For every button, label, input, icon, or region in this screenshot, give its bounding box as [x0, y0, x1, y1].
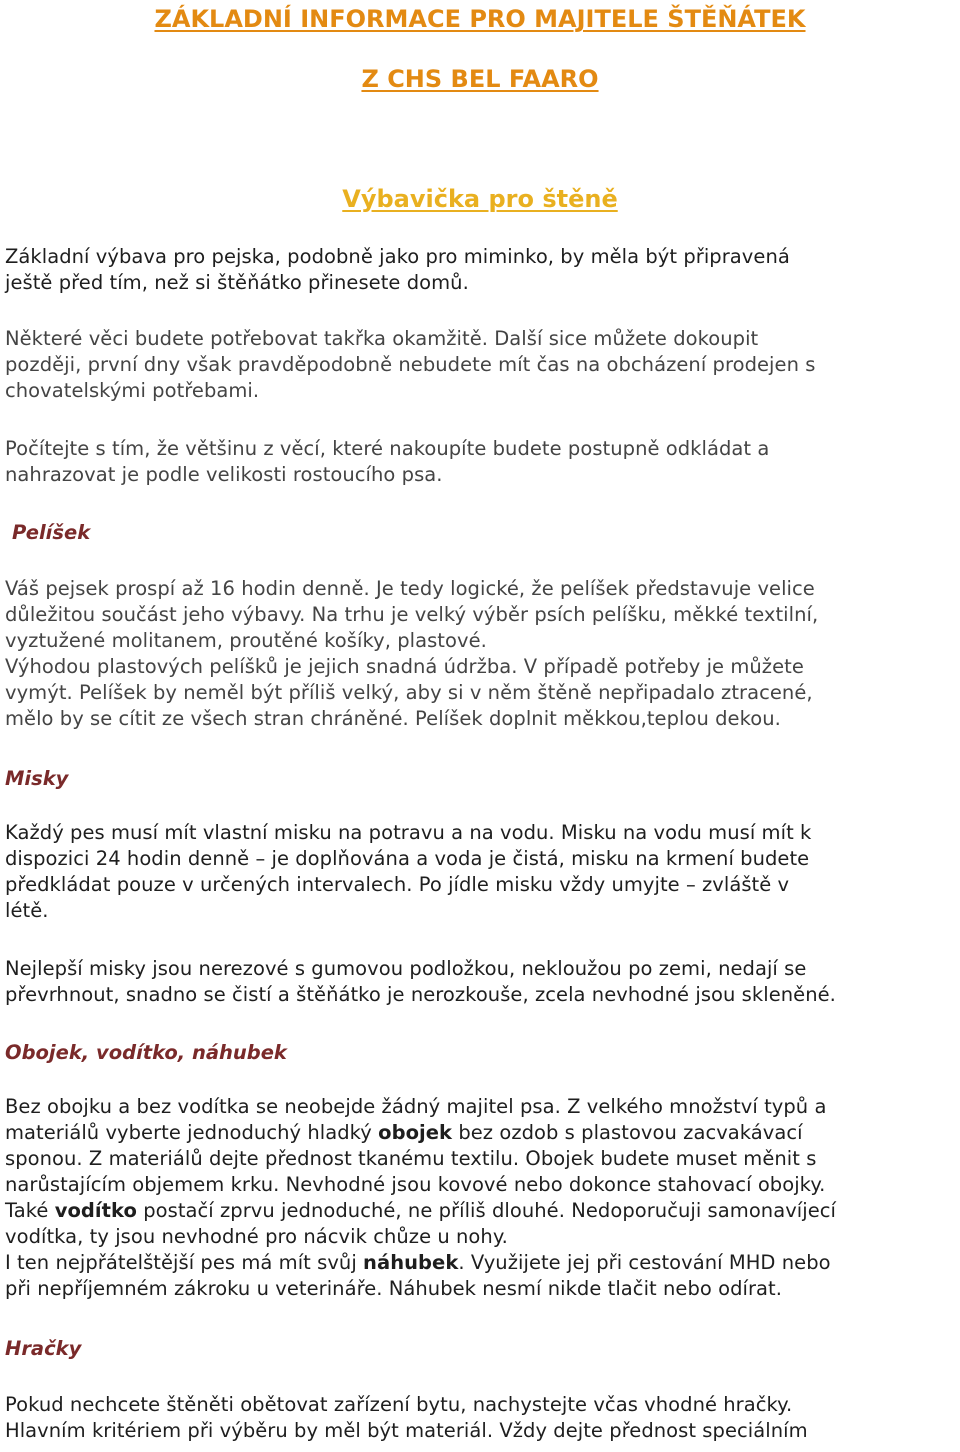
paragraph-line: Každý pes musí mít vlastní misku na potravu a na vodu. Misku na vodu musí mít k: [5, 821, 812, 844]
paragraph-line: vodítka, ty jsou nevhodné pro nácvik chůze u nohy.: [5, 1225, 508, 1248]
paragraph-line: Bez obojku a bez vodítka se neobejde žádný majitel psa. Z velkého množství typů a: [5, 1095, 827, 1118]
paragraph-line: chovatelskými potřebami.: [5, 379, 260, 402]
heading-misky: Misky: [5, 767, 69, 790]
misky-paragraph-1: [5, 820, 960, 924]
intro-paragraph-2: [5, 326, 960, 404]
paragraph-line: mělo by se cítit ze všech stran chráněné. Pelíšek doplnit měkkou,teplou dekou.: [5, 707, 781, 730]
text-run: materiálů vyberte jednoduchý hladký: [5, 1121, 379, 1144]
document-title-kennel: Z CHS BEL FAARO: [361, 65, 599, 93]
paragraph-line: Některé věci budete potřebovat takřka okamžitě. Další sice můžete dokoupit: [5, 327, 759, 350]
text-run: Také: [5, 1199, 55, 1222]
paragraph-line: [5, 1120, 960, 1146]
paragraph-line: [5, 1250, 960, 1276]
paragraph-line: Pokud nechcete štěněti obětovat zařízení bytu, nachystejte včas vhodné hračky.: [5, 1393, 793, 1416]
text-run: I ten nejpřátelštější pes má mít svůj: [5, 1251, 364, 1274]
paragraph-line: Váš pejsek prospí až 16 hodin denně. Je tedy logické, že pelíšek představuje velice: [5, 577, 815, 600]
document-title: ZÁKLADNÍ INFORMACE PRO MAJITELE ŠTĚŇÁTEK: [154, 5, 806, 33]
misky-paragraph-2: [5, 956, 960, 1008]
paragraph-line: ještě před tím, než si štěňátko přinesete domů.: [5, 271, 469, 294]
text-run: bez ozdob s plastovou zacvakávací: [452, 1121, 803, 1144]
bold-term-voditko: vodítko: [54, 1199, 137, 1222]
text-run: postačí zprvu jednoduché, ne příliš dlouhé. Nedoporučuji samonavíjecí: [136, 1199, 837, 1222]
section-subtitle: Výbavička pro štěně: [342, 185, 618, 213]
pelisek-paragraph: [5, 576, 960, 732]
paragraph-line: vymýt. Pelíšek by neměl být příliš velký, aby si v něm štěně nepřipadalo ztracené,: [5, 681, 813, 704]
paragraph-line: Výhodou plastových pelíšků je jejich snadná údržba. V případě potřeby je můžete: [5, 655, 804, 678]
paragraph-line: při nepříjemném zákroku u veterináře. Náhubek nesmí nikde tlačit nebo odírat.: [5, 1277, 782, 1300]
paragraph-line: nahrazovat je podle velikosti rostoucího psa.: [5, 463, 443, 486]
paragraph-line: narůstajícím objemem krku. Nevhodné jsou kovové nebo dokonce stahovací obojky.: [5, 1173, 826, 1196]
bold-term-obojek: obojek: [378, 1121, 453, 1144]
intro-paragraph-3: [5, 436, 960, 488]
text-run: . Využijete jej při cestování MHD nebo: [458, 1251, 831, 1274]
obojek-paragraph: [5, 1094, 960, 1302]
intro-paragraph-1: [5, 244, 960, 296]
paragraph-line: později, první dny však pravděpodobně nebudete mít čas na obcházení prodejen s: [5, 353, 816, 376]
paragraph-line: [5, 1198, 960, 1224]
paragraph-line: vyztužené molitanem, proutěné košíky, plastové.: [5, 629, 487, 652]
paragraph-line: převrhnout, snadno se čistí a štěňátko je nerozkouše, zcela nevhodné jsou skleněné.: [5, 983, 836, 1006]
heading-obojek: Obojek, vodítko, náhubek: [5, 1041, 287, 1064]
paragraph-line: Nejlepší misky jsou nerezové s gumovou podložkou, nekloužou po zemi, nedají se: [5, 957, 807, 980]
bold-term-nahubek: náhubek: [363, 1251, 459, 1274]
paragraph-line: Základní výbava pro pejska, podobně jako pro miminko, by měla být připravená: [5, 245, 790, 268]
paragraph-line: důležitou součást jeho výbavy. Na trhu je velký výběr psích pelíšku, měkké textilní,: [5, 603, 819, 626]
paragraph-line: sponou. Z materiálů dejte přednost tkanému textilu. Obojek budete muset měnit s: [5, 1147, 817, 1170]
paragraph-line: Počítejte s tím, že většinu z věcí, které nakoupíte budete postupně odkládat a: [5, 437, 770, 460]
paragraph-line: dispozici 24 hodin denně – je doplňována a voda je čistá, misku na krmení budete: [5, 847, 810, 870]
paragraph-line: předkládat pouze v určených intervalech. Po jídle misku vždy umyjte – zvláště v: [5, 873, 790, 896]
hracky-paragraph: [5, 1392, 960, 1444]
heading-pelisek: Pelíšek: [12, 521, 91, 544]
paragraph-line: Hlavním kritériem při výběru by měl být materiál. Vždy dejte přednost speciálním: [5, 1419, 808, 1442]
paragraph-line: létě.: [5, 899, 49, 922]
heading-hracky: Hračky: [5, 1337, 82, 1360]
